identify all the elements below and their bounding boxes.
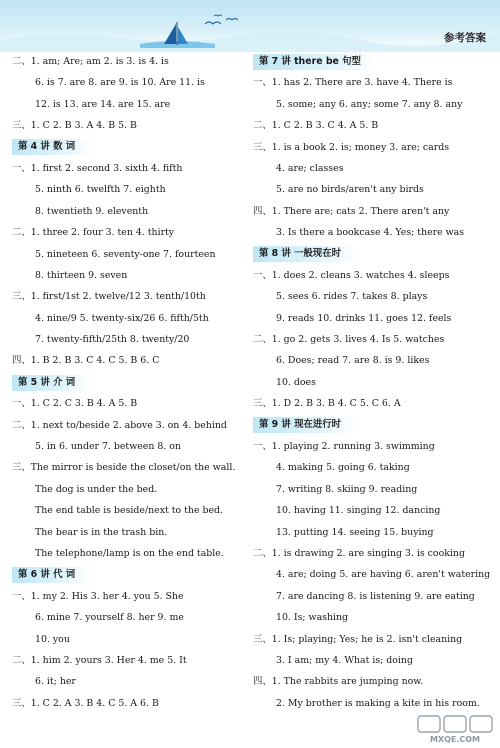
header-banner	[0, 0, 500, 52]
left-answer-line: 一、1. my 2. His 3. her 4. you 5. She	[12, 590, 184, 602]
lesson-title: 第 9 讲 现在进行时	[253, 417, 357, 433]
left-answer-line: 三、1. C 2. A 3. B 4. C 5. A 6. B	[12, 697, 159, 709]
answer-column-right	[253, 51, 491, 714]
left-answer-line: The telephone/lamp is on the end table.	[35, 547, 224, 559]
left-answer-line: 一、1. first 2. second 3. sixth 4. fifth	[12, 162, 183, 174]
right-answer-line: 一、1. has 2. There are 3. have 4. There is	[253, 77, 453, 89]
right-answer-line: 13. putting 14. seeing 15. buying	[276, 526, 434, 538]
right-answer-line: 4. are; classes	[276, 162, 344, 174]
right-answer-line: 三、1. is a book 2. is; money 3. are; cards	[253, 141, 450, 153]
header-label: 参考答案	[444, 32, 486, 44]
left-answer-line: 四、1. B 2. B 3. C 4. C 5. B 6. C	[12, 355, 160, 367]
lesson-title: 第 6 讲 代 词	[12, 567, 91, 583]
left-answer-line: 12. is 13. are 14. are 15. are	[35, 98, 171, 110]
right-answer-line: 10. does	[276, 376, 316, 388]
right-answer-line: 2. My brother is making a kite in his room.	[276, 697, 480, 709]
left-lesson-heading	[12, 372, 250, 393]
left-answer-line: 8. thirteen 9. seven	[35, 269, 128, 281]
right-answer-line: 二、1. go 2. gets 3. lives 4. Is 5. watches	[253, 334, 445, 346]
right-lesson-heading	[253, 51, 491, 72]
right-answer-line: 6. Does; read 7. are 8. is 9. likes	[276, 355, 430, 367]
right-lesson-heading	[253, 244, 491, 265]
watermark-text: MXQE.COM	[429, 735, 481, 744]
right-answer-line: 5. sees 6. rides 7. takes 8. plays	[276, 291, 428, 303]
right-answer-line: 四、1. The rabbits are jumping now.	[253, 676, 424, 688]
right-answer-line: 二、1. C 2. B 3. C 4. A 5. B	[253, 120, 379, 132]
sailboat-illustration	[0, 0, 500, 52]
left-answer-line: 7. twenty-fifth/25th 8. twenty/20	[35, 334, 190, 346]
left-answer-line: 5. nineteen 6. seventy-one 7. fourteen	[35, 248, 216, 260]
right-answer-line: 一、1. playing 2. running 3. swimming	[253, 441, 435, 453]
left-answer-line: 6. mine 7. yourself 8. her 9. me	[35, 612, 184, 624]
right-answer-line: 10. Is; washing	[276, 612, 349, 624]
left-answer-line: 三、The mirror is beside the closet/on the wall.	[12, 462, 236, 474]
lesson-title: 第 5 讲 介 词	[12, 375, 91, 391]
right-answer-line: 10. having 11. singing 12. dancing	[276, 505, 441, 517]
lesson-title: 第 7 讲 there be 句型	[253, 54, 377, 70]
right-answer-line: 3. Is there a bookcase 4. Yes; there was	[276, 227, 465, 239]
right-answer-line: 3. I am; my 4. What is; doing	[276, 654, 413, 666]
right-answer-line: 三、1. Is; playing; Yes; he is 2. isn't cleaning	[253, 633, 463, 645]
left-answer-line: 三、1. C 2. B 3. A 4. B 5. B	[12, 120, 137, 132]
right-answer-line: 5. some; any 6. any; some 7. any 8. any	[276, 98, 463, 110]
left-answer-line: 二、1. him 2. yours 3. Her 4. me 5. It	[12, 654, 187, 666]
right-answer-line: 二、1. is drawing 2. are singing 3. is cooking	[253, 547, 465, 559]
right-answer-line: 三、1. D 2. B 3. B 4. C 5. C 6. A	[253, 398, 401, 410]
left-answer-line: The dog is under the bed.	[35, 483, 158, 495]
left-answer-line: 4. nine/9 5. twenty-six/26 6. fifth/5th	[35, 312, 209, 324]
lesson-title: 第 8 讲 一般现在时	[253, 246, 357, 262]
answer-column-left	[12, 51, 250, 714]
left-answer-line: 5. in 6. under 7. between 8. on	[35, 441, 181, 453]
right-answer-line: 四、1. There are; cats 2. There aren't any	[253, 205, 450, 217]
right-answer-line: 5. are no birds/aren't any birds	[276, 184, 424, 196]
right-answer-line: 7. writing 8. skiing 9. reading	[276, 483, 418, 495]
left-answer-line: 6. it; her	[35, 676, 76, 688]
left-answer-line: 5. ninth 6. twelfth 7. eighth	[35, 184, 166, 196]
left-answer-line: 8. twentieth 9. eleventh	[35, 205, 149, 217]
left-lesson-heading	[12, 564, 250, 585]
right-answer-line: 4. are; doing 5. are having 6. aren't watering	[276, 569, 491, 581]
right-answer-line: 9. reads 10. drinks 11. goes 12. feels	[276, 312, 452, 324]
left-answer-line: The bear is in the trash bin.	[35, 526, 168, 538]
right-answer-line: 4. making 5. going 6. taking	[276, 462, 410, 474]
right-answer-line: 7. are dancing 8. is listening 9. are eating	[276, 590, 475, 602]
left-answer-line: 6. is 7. are 8. are 9. is 10. Are 11. is	[35, 77, 205, 89]
left-answer-line: 三、1. first/1st 2. twelve/12 3. tenth/10th	[12, 291, 206, 303]
right-lesson-heading	[253, 415, 491, 436]
left-answer-line: 二、1. next to/beside 2. above 3. on 4. behind	[12, 419, 227, 431]
left-answer-line: 一、1. C 2. C 3. B 4. A 5. B	[12, 398, 138, 410]
left-answer-line: The end table is beside/next to the bed.	[35, 505, 224, 517]
lesson-title: 第 4 讲 数 词	[12, 139, 91, 155]
left-answer-line: 10. you	[35, 633, 70, 645]
watermark-logo	[416, 714, 494, 744]
left-answer-line: 二、1. three 2. four 3. ten 4. thirty	[12, 227, 175, 239]
left-answer-line: 二、1. am; Are; am 2. is 3. is 4. is	[12, 56, 169, 67]
left-lesson-heading	[12, 137, 250, 158]
right-answer-line: 一、1. does 2. cleans 3. watches 4. sleeps	[253, 269, 450, 281]
